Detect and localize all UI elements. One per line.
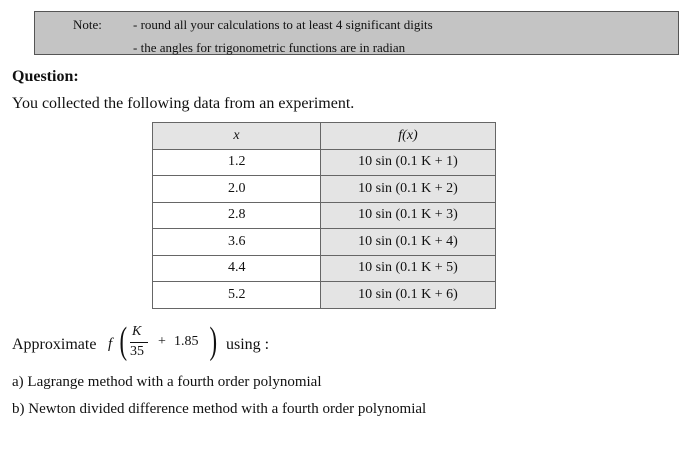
header-x: x	[153, 123, 321, 150]
cell-x: 2.0	[153, 176, 321, 203]
table-row	[153, 282, 496, 309]
note-box	[34, 11, 679, 55]
cell-x: 2.8	[153, 202, 321, 229]
left-paren: (	[119, 320, 128, 362]
data-table	[152, 122, 496, 309]
part-b: b) Newton divided difference method with a fourth order polynomial	[12, 401, 427, 417]
note-line-radians: - the angles for trigonometric functions are in radian	[133, 40, 406, 55]
cell-x: 5.2	[153, 282, 321, 309]
cell-fx: 10 sin (0.1 K + 4)	[321, 229, 496, 256]
cell-fx: 10 sin (0.1 K + 6)	[321, 282, 496, 309]
cell-x: 3.6	[153, 229, 321, 256]
header-fx: f(x)	[321, 123, 496, 150]
cell-fx: 10 sin (0.1 K + 1)	[321, 149, 496, 176]
table-row	[153, 255, 496, 282]
cell-fx: 10 sin (0.1 K + 5)	[321, 255, 496, 282]
using-label: using :	[226, 336, 270, 353]
table-row	[153, 149, 496, 176]
fraction-denominator: 35	[130, 344, 144, 359]
table-row	[153, 202, 496, 229]
plus-sign: +	[158, 334, 166, 349]
cell-fx: 10 sin (0.1 K + 3)	[321, 202, 496, 229]
table-row	[153, 176, 496, 203]
fraction-bar	[130, 342, 148, 343]
cell-x: 4.4	[153, 255, 321, 282]
table-row	[153, 229, 496, 256]
function-name: f	[108, 336, 113, 352]
addend-value: 1.85	[174, 334, 199, 349]
right-paren: )	[209, 320, 218, 362]
question-heading: Question:	[12, 68, 79, 85]
part-a: a) Lagrange method with a fourth order polynomial	[12, 374, 322, 390]
table-header-row	[153, 123, 496, 150]
note-line-rounding: - round all your calculations to at least 4 significant digits	[133, 17, 433, 32]
question-intro: You collected the following data from an experiment.	[12, 95, 355, 112]
function-expression	[108, 322, 228, 366]
note-label: Note:	[73, 17, 102, 32]
fraction-numerator: K	[132, 324, 142, 339]
cell-x: 1.2	[153, 149, 321, 176]
approximate-label: Approximate	[12, 336, 97, 353]
cell-fx: 10 sin (0.1 K + 2)	[321, 176, 496, 203]
